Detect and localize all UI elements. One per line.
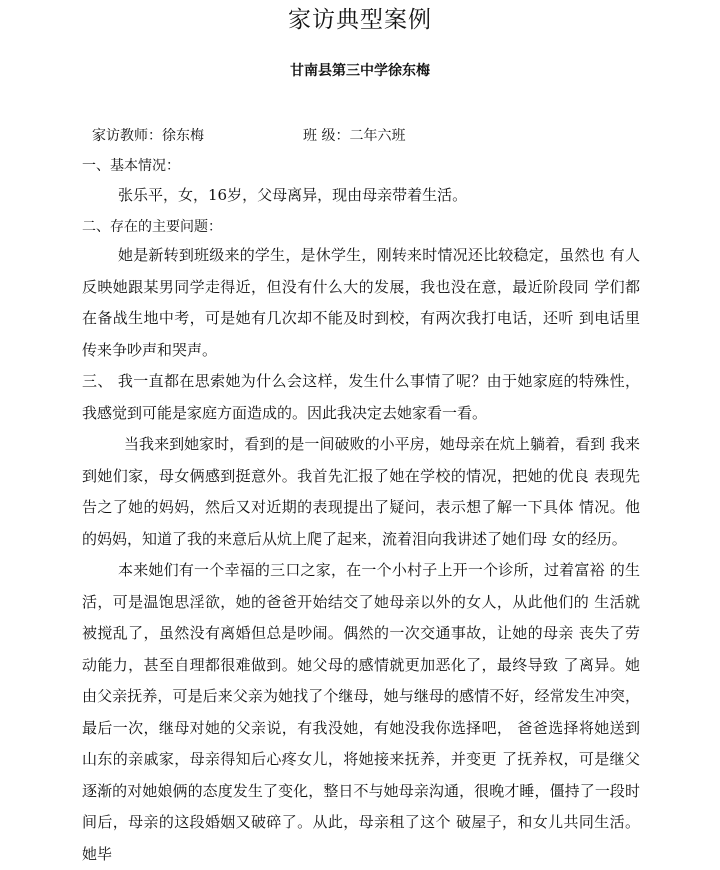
teacher-label: 家访教师：徐东梅 xyxy=(92,128,204,144)
paragraph-4: 本来她们有一个幸福的三口之家，在一个小村子上开一个诊所，过着富裕 的生活，可是温饱思淫欲，她的爸爸开始结交了她母亲以外的女人，从此他们的 生活就被搅乱了，虽然没有离婚但总是吵闹。偶然的一次交通事故，让她的母亲 丧失了劳动能力，甚至自理都很难做到。她父母的感情就更加恶化了，最终导致 了离异。她由父亲抚养，可是后来父亲为她找了个继母，她与继母的感情不好，经常发生冲突，最后一次，继母对她的父亲说，有我没她，有她没我你选择吧， 爸爸选择将她送到山东的亲戚家，母亲得知后心疼女儿，将她接来抚养，并变更 了抚养权，可是继父逐渐的对她娘俩的态度发生了变化，整日不与她母亲沟通，很晚才睡，僵持了一段时间后，母亲的这段婚姻又破碎了。从此，母亲租了这个 破屋子，和女儿共同生活。她毕 xyxy=(82,561,640,863)
paragraph-1: 她是新转到班级来的学生，是休学生，刚转来时情况还比较稳定，虽然也 有人反映她跟某男同学走得近，但没有什么大的发展，我也没在意，最近阶段同 学们都在备战生地中考，可是她有几次却不能及时到校，有两次我打电话，还听 到电话里传来争吵声和哭声。 xyxy=(82,246,640,359)
section1-heading: 一、基本情况： xyxy=(82,158,180,174)
paragraph-3: 当我来到她家时，看到的是一间破败的小平房，她母亲在炕上躺着，看到 我来到她们家，母女俩感到挺意外。我首先汇报了她在学校的情况，把她的优良 表现先告之了她的妈妈，然后又对近期的表现提出了疑问，表示想了解一下具体 情况。他的妈妈，知道了我的来意后从炕上爬了起来，流着泪向我讲述了她们母 女的经历。 xyxy=(82,435,640,548)
document-title: 家访典型案例 xyxy=(288,7,432,33)
section1-text: 张乐平，女，16岁，父母离异，现由母亲带着生活。 xyxy=(118,186,468,204)
author-line: 甘南县第三中学徐东梅 xyxy=(290,63,430,79)
section2-heading: 二、存在的主要问题： xyxy=(82,219,222,235)
paragraph-2: 三、 我一直都在思索她为什么会这样，发生什么事情了呢？由于她家庭的特殊性，我感觉到可能是家庭方面造成的。因此我决定去她家看一看。 xyxy=(82,372,640,422)
class-label: 班 级：二年六班 xyxy=(303,128,406,144)
